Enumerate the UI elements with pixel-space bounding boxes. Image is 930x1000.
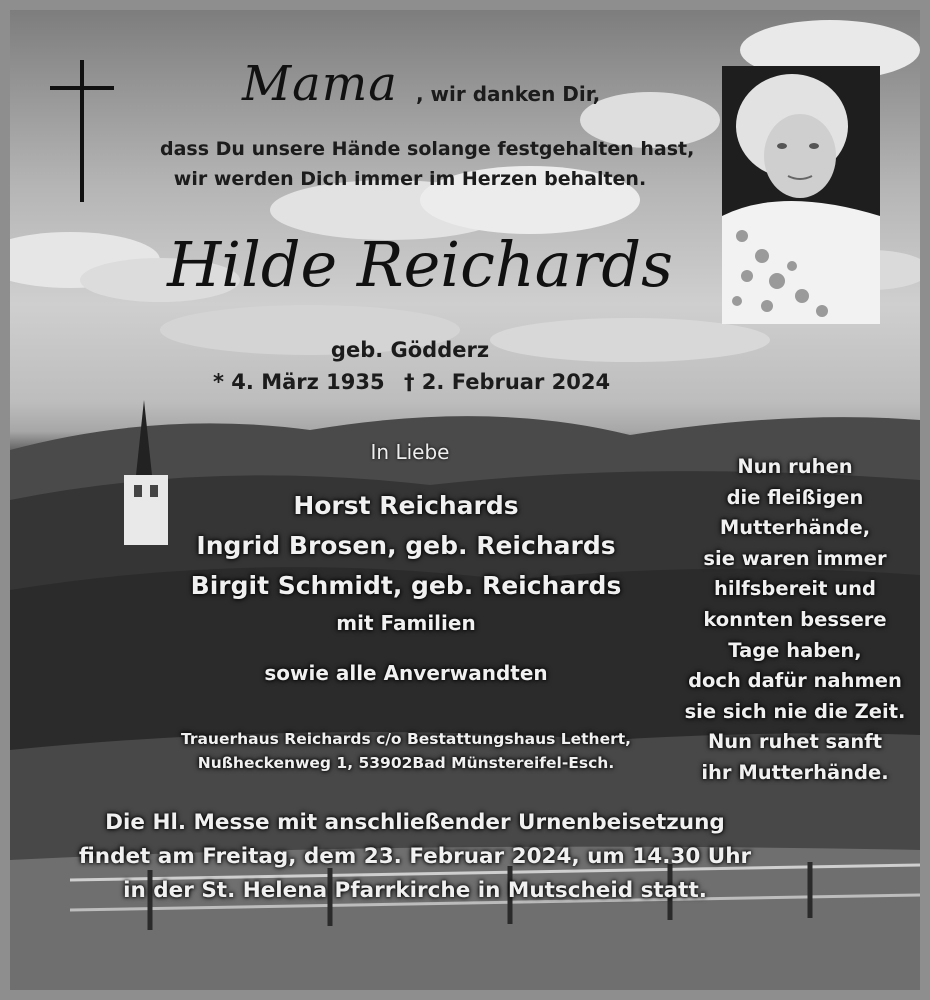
heading-line-2: wir werden Dich immer im Herzen behalten. (173, 168, 647, 190)
service-line-2: findet am Freitag, dem 23. Februar 2024, um 14.30 Uhr (78, 844, 752, 869)
with-families: mit Familien (336, 611, 476, 635)
heading-line-1: dass Du unsere Hände solange festgehalten hast, (160, 138, 695, 160)
service-line-3: in der St. Helena Pfarrkirche in Mutscheid statt. (123, 878, 707, 903)
address-line-1: Trauerhaus Reichards c/o Bestattungshaus Lethert, (180, 730, 632, 748)
death-date: † 2. Februar 2024 (404, 370, 611, 394)
birth-date: * 4. März 1935 (213, 370, 385, 394)
poem-line: die fleißigen (726, 485, 864, 509)
in-love-intro: In Liebe (370, 440, 450, 464)
all-relatives: sowie alle Anverwandten (264, 661, 548, 685)
cross-icon (50, 60, 114, 202)
poem-line: konnten bessere (703, 607, 887, 631)
birth-name: geb. Gödderz (330, 338, 490, 362)
poem-line: Mutterhände, (719, 516, 871, 540)
poem-line: Tage haben, (728, 638, 862, 662)
mourner-name: Ingrid Brosen, geb. Reichards (196, 531, 616, 560)
poem-line: ihr Mutterhände. (701, 760, 889, 784)
poem-quote (670, 452, 920, 789)
poem-line: sie sich nie die Zeit. (684, 699, 906, 723)
deceased-name: Hilde Reichards (167, 228, 673, 301)
thanks-text: , wir danken Dir, (416, 82, 601, 106)
address-line-2: Nußheckenweg 1, 53902Bad Münstereifel-Esch. (197, 754, 615, 772)
portrait-photo (722, 66, 880, 324)
service-line-1: Die Hl. Messe mit anschließender Urnenbeisetzung (105, 810, 725, 835)
obituary-card (10, 10, 920, 990)
poem-line: hilfsbereit und (714, 577, 876, 601)
mourner-name: Horst Reichards (293, 491, 519, 520)
poem-line: Nun ruhet sanft (707, 730, 883, 754)
mama-script: Mama (242, 56, 398, 112)
poem-line: doch dafür nahmen (688, 669, 902, 693)
poem-line: Nun ruhen (737, 455, 853, 478)
poem-line: sie waren immer (703, 546, 887, 570)
mourner-name: Birgit Schmidt, geb. Reichards (190, 571, 622, 600)
